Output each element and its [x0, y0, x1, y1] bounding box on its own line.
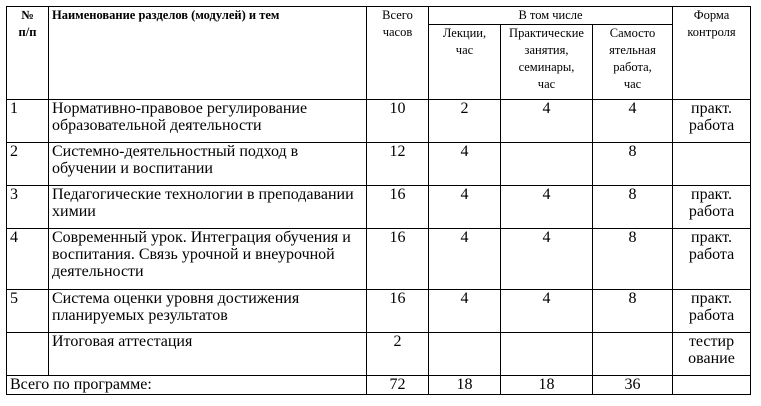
row-total: 2 [367, 333, 429, 376]
row-total: 12 [367, 143, 429, 186]
row-form: тестир ование [673, 333, 751, 376]
header-practice: Практические занятия, семинары, час [501, 25, 593, 100]
header-name: Наименование разделов (модулей) и тем [49, 7, 367, 100]
row-self [593, 333, 673, 376]
header-self: Самосто ятельная работа, час [593, 25, 673, 100]
table-row [7, 333, 751, 376]
row-lectures: 4 [429, 229, 501, 290]
row-self: 8 [593, 186, 673, 229]
row-lectures: 4 [429, 143, 501, 186]
curriculum-table [6, 6, 751, 395]
row-num [7, 333, 49, 376]
row-num: 4 [7, 229, 49, 290]
row-name: Педагогические технологии в преподавании химии [49, 186, 367, 229]
row-self: 8 [593, 229, 673, 290]
row-name: Системно-деятельностный подход в обучении и воспитании [49, 143, 367, 186]
row-total: 16 [367, 229, 429, 290]
row-self: 8 [593, 143, 673, 186]
footer-self: 36 [593, 376, 673, 395]
row-practice: 4 [501, 186, 593, 229]
row-total: 16 [367, 290, 429, 333]
row-form: практ. работа [673, 100, 751, 143]
table-row [7, 143, 751, 186]
row-num: 2 [7, 143, 49, 186]
row-self: 4 [593, 100, 673, 143]
row-practice: 4 [501, 100, 593, 143]
row-lectures: 4 [429, 290, 501, 333]
footer-form [673, 376, 751, 395]
row-name: Система оценки уровня достижения планируемых результатов [49, 290, 367, 333]
row-lectures: 4 [429, 186, 501, 229]
row-self: 8 [593, 290, 673, 333]
row-form: практ. работа [673, 229, 751, 290]
header-total: Всего часов [367, 7, 429, 100]
row-num: 1 [7, 100, 49, 143]
footer-label: Всего по программе: [7, 376, 367, 395]
header-form: Форма контроля [673, 7, 751, 100]
table-row [7, 290, 751, 333]
row-num: 5 [7, 290, 49, 333]
footer-practice: 18 [501, 376, 593, 395]
row-name: Итоговая аттестация [49, 333, 367, 376]
footer-lectures: 18 [429, 376, 501, 395]
footer-row [7, 376, 751, 395]
row-name: Нормативно-правовое регулирование образовательной деятельности [49, 100, 367, 143]
row-lectures: 2 [429, 100, 501, 143]
row-practice: 4 [501, 290, 593, 333]
header-num: № п/п [7, 7, 49, 100]
row-total: 16 [367, 186, 429, 229]
row-practice [501, 143, 593, 186]
row-total: 10 [367, 100, 429, 143]
table-row [7, 100, 751, 143]
row-practice: 4 [501, 229, 593, 290]
row-form: практ. работа [673, 290, 751, 333]
header-including: В том числе [429, 7, 673, 25]
header-lectures: Лекции, час [429, 25, 501, 100]
row-form: практ. работа [673, 186, 751, 229]
row-name: Современный урок. Интеграция обучения и воспитания. Связь урочной и внеурочной деятельности [49, 229, 367, 290]
row-practice [501, 333, 593, 376]
footer-total: 72 [367, 376, 429, 395]
row-lectures [429, 333, 501, 376]
table-row [7, 229, 751, 290]
row-num: 3 [7, 186, 49, 229]
table-row [7, 186, 751, 229]
row-form [673, 143, 751, 186]
